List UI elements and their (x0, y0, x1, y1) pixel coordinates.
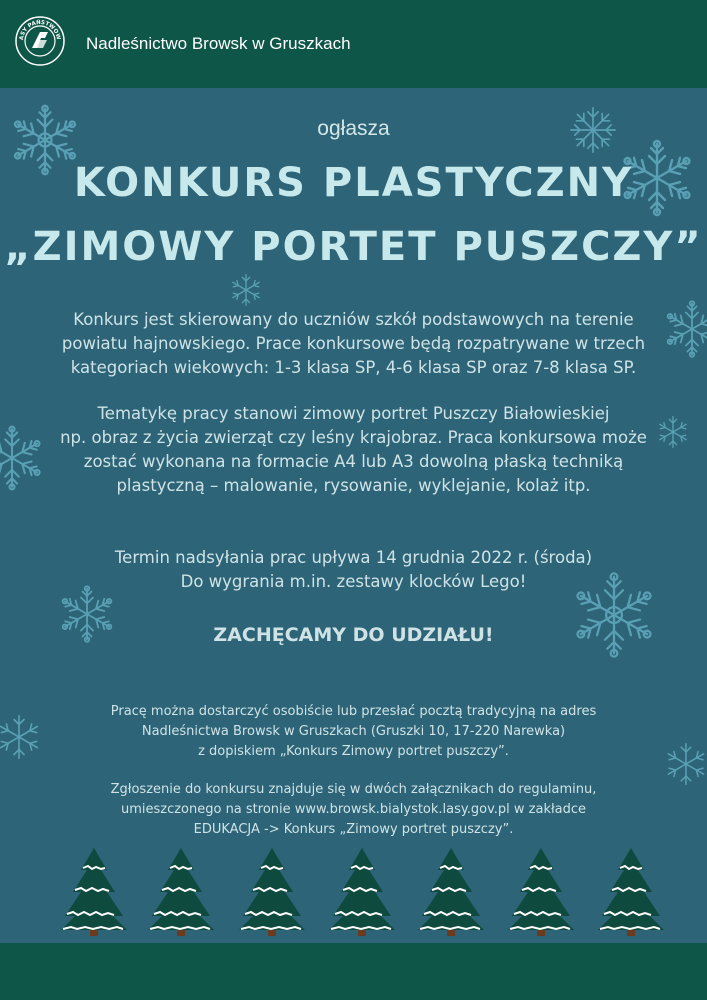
lasy-panstwowe-logo (15, 16, 65, 66)
application-line: umieszczonego na stronie www.browsk.bialystok.lasy.gov.pl w zakładce (120, 802, 587, 817)
intro-paragraph (0, 308, 707, 380)
christmas-tree-icon (144, 846, 218, 936)
theme-line: Tematykę pracy stanowi zimowy portret Puszczy Białowieskiej (97, 404, 610, 423)
snowflake-icon (228, 272, 264, 308)
christmas-tree-icon (235, 846, 309, 936)
theme-line: np. obraz z życia zwierząt czy leśny krajobraz. Praca konkursowa może (60, 428, 647, 447)
application-paragraph (0, 780, 707, 840)
intro-line: Konkurs jest skierowany do uczniów szkół podstawowych na terenie (73, 310, 634, 329)
delivery-line: Nadleśnictwa Browsk w Gruszkach (Gruszki 10, 17-220 Narewka) (141, 724, 566, 739)
call-to-action: ZACHĘCAMY DO UDZIAŁU! (213, 624, 494, 646)
christmas-tree-icon (594, 846, 668, 936)
theme-line: plastyczną – malowanie, rysowanie, wyklejanie, kolaż itp. (116, 476, 591, 495)
theme-line: zostać wykonana na formacie A4 lub A3 dowolną płaską techniką (83, 452, 624, 471)
title-line-1: KONKURS PLASTYCZNY (73, 160, 634, 206)
delivery-line: Pracę można dostarczyć osobiście lub przesłać pocztą tradycyjną na adres (110, 704, 597, 719)
application-line: Zgłoszenie do konkursu znajduje się w dwóch załącznikach do regulaminu, (110, 782, 597, 797)
announces-text: ogłasza (317, 117, 390, 140)
deadline-line: Termin nadsyłania prac upływa 14 grudnia 2022 r. (środa) (114, 548, 593, 567)
prize-line: Do wygrania m.in. zestawy klocków Lego! (180, 572, 527, 591)
christmas-tree-icon (504, 846, 578, 936)
intro-line: powiatu hajnowskiego. Prace konkursowe będą rozpatrywane w trzech (61, 334, 646, 353)
delivery-line: z dopiskiem „Konkurs Zimowy portret puszczy”. (198, 744, 509, 759)
christmas-tree-icon (57, 846, 131, 936)
footer-bar (0, 943, 707, 1000)
deadline-paragraph (0, 546, 707, 594)
delivery-paragraph (0, 702, 707, 762)
theme-paragraph (0, 402, 707, 498)
christmas-tree-icon (325, 846, 399, 936)
christmas-tree-icon (414, 846, 488, 936)
intro-line: kategoriach wiekowych: 1-3 klasa SP, 4-6 klasa SP oraz 7-8 klasa SP. (70, 358, 637, 377)
application-line: EDUKACJA -> Konkurs „Zimowy portret puszczy”. (193, 822, 514, 837)
header-bar (0, 0, 707, 88)
org-name: Nadleśnictwo Browsk w Gruszkach (86, 34, 351, 53)
logo-text: ASY PAŃSTWOW (18, 19, 62, 41)
title-line-2: „ZIMOWY PORTET PUSZCZY” (4, 224, 703, 270)
